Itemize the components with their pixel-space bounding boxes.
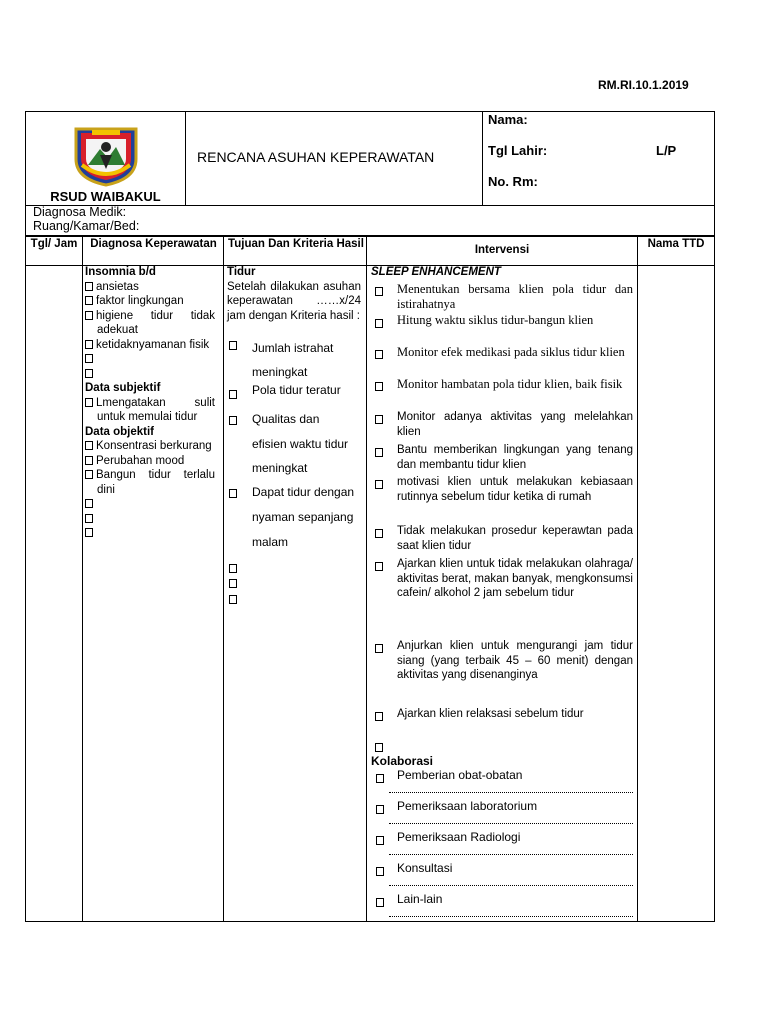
objektif-item <box>85 512 215 527</box>
tujuan-title: Tidur <box>227 266 256 278</box>
checkbox-icon[interactable] <box>376 865 387 880</box>
kolaborasi-item: Lain-lain <box>397 892 443 906</box>
checkbox-icon[interactable] <box>375 642 386 657</box>
subjektif-label: Data subjektif <box>85 382 161 394</box>
checkbox-icon[interactable] <box>85 514 93 523</box>
checkbox-icon[interactable] <box>85 470 93 479</box>
objektif-item: Bangun tidur terlalu dini <box>85 468 215 497</box>
care-plan-table <box>25 236 715 922</box>
tgl-lahir-label: Tgl Lahir: <box>488 143 548 158</box>
objektif-item: Perubahan mood <box>85 454 215 469</box>
objektif-item: Konsentrasi berkurang <box>85 439 215 454</box>
intervensi-item: Anjurkan klien untuk mengurangi jam tidur siang (yang terbaik 45 – 60 menit) dengan aktivitas yang disenanginya <box>397 640 633 681</box>
checkbox-icon[interactable] <box>375 348 386 363</box>
col-divider <box>637 237 638 921</box>
kolaborasi-item: Konsultasi <box>397 861 453 875</box>
hospital-name: RSUD WAIBAKUL <box>50 189 161 204</box>
checkbox-icon[interactable] <box>376 772 387 787</box>
goal-item: Pola tidur teratur <box>252 383 341 397</box>
checkbox-icon[interactable] <box>85 311 93 320</box>
col-divider <box>223 237 224 921</box>
checkbox-icon[interactable] <box>229 577 240 592</box>
dotted-line <box>389 916 633 917</box>
checkbox-icon[interactable] <box>375 560 386 575</box>
checkbox-icon[interactable] <box>229 339 240 354</box>
diagnosa-medik-row <box>25 206 715 236</box>
intervensi-item: motivasi klien untuk melakukan kebiasaan rutinnya sebelum tidur ketika di rumah <box>397 476 633 503</box>
logo-cell <box>26 112 186 205</box>
intervensi-item: Menentukan bersama klien pola tidur dan istirahatnya <box>397 282 633 311</box>
checkbox-icon[interactable] <box>85 398 93 407</box>
checkbox-icon[interactable] <box>229 414 240 429</box>
col-header-tujuan: Tujuan Dan Kriteria Hasil <box>228 238 364 250</box>
dotted-line <box>389 854 633 855</box>
nama-label: Nama: <box>488 112 528 127</box>
diagnosa-item: higiene tidur tidak adekuat <box>85 309 215 338</box>
col-divider <box>82 237 83 921</box>
dotted-line <box>389 885 633 886</box>
diagnosa-item <box>85 352 215 367</box>
checkbox-icon[interactable] <box>85 441 93 450</box>
title-cell <box>185 112 483 205</box>
intervensi-item: Bantu memberikan lingkungan yang tenang dan membantu tidur klien <box>397 444 633 471</box>
checkbox-icon[interactable] <box>375 413 386 428</box>
kolaborasi-item: Pemberian obat-obatan <box>397 768 523 782</box>
form-title: RENCANA ASUHAN KEPERAWATAN <box>197 149 435 165</box>
checkbox-icon[interactable] <box>375 478 386 493</box>
col-header-nama: Nama TTD <box>647 238 705 250</box>
kolaborasi-item: Pemeriksaan Radiologi <box>397 830 521 844</box>
checkbox-icon[interactable] <box>376 896 387 911</box>
diagnosa-item: ansietas <box>85 280 215 295</box>
intervensi-item: Monitor adanya aktivitas yang melelahkan klien <box>397 411 633 438</box>
checkbox-icon[interactable] <box>85 528 93 537</box>
diagnosa-item: faktor lingkungan <box>85 294 215 309</box>
checkbox-icon[interactable] <box>229 562 240 577</box>
intervensi-item: Ajarkan klien untuk tidak melakukan olahraga/ aktivitas berat, makan banyak, mengkonsumsi cafein/ alkohol 2 jam sebelum tidur <box>397 558 633 599</box>
checkbox-icon[interactable] <box>376 834 387 849</box>
checkbox-icon[interactable] <box>375 285 386 300</box>
dotted-line <box>389 823 633 824</box>
diagnosa-item: ketidaknyamanan fisik <box>85 338 215 353</box>
checkbox-icon[interactable] <box>85 282 93 291</box>
checkbox-icon[interactable] <box>375 527 386 542</box>
no-rm-label: No. Rm: <box>488 174 538 189</box>
diagnosa-item <box>85 367 215 382</box>
diagnosa-column <box>85 265 215 541</box>
lp-label: L/P <box>656 143 677 158</box>
checkbox-icon[interactable] <box>229 388 240 403</box>
objektif-label: Data objektif <box>85 425 155 438</box>
checkbox-icon[interactable] <box>229 487 240 502</box>
checkbox-icon[interactable] <box>85 369 93 378</box>
diagnosa-title: Insomnia b/d <box>85 266 156 278</box>
dotted-line <box>389 792 633 793</box>
intervensi-item: Monitor hambatan pola tidur klien, baik fisik <box>397 377 623 391</box>
tujuan-intro: Setelah dilakukan asuhan keperawatan ……x/24 jam dengan Kriteria hasil : <box>227 280 361 322</box>
checkbox-icon[interactable] <box>375 710 386 725</box>
checkbox-icon[interactable] <box>85 499 93 508</box>
objektif-item <box>85 526 215 541</box>
subjektif-item: Lmengatakan sulit untuk memulai tidur <box>85 396 215 425</box>
checkbox-icon[interactable] <box>375 380 386 395</box>
intervensi-section-title: SLEEP ENHANCEMENT <box>371 266 501 278</box>
patient-cell <box>483 112 715 205</box>
checkbox-icon[interactable] <box>229 593 240 608</box>
form-code: RM.RI.10.1.2019 <box>598 78 689 92</box>
checkbox-icon[interactable] <box>376 803 387 818</box>
goal-item: Qualitas dan efisien waktu tidur meningkat <box>252 412 349 475</box>
checkbox-icon[interactable] <box>85 340 93 349</box>
form-header <box>25 111 715 206</box>
intervensi-item: Monitor efek medikasi pada siklus tidur klien <box>397 345 625 359</box>
intervensi-item: Ajarkan klien relaksasi sebelum tidur <box>397 708 584 720</box>
checkbox-icon[interactable] <box>375 317 386 332</box>
goal-item: Jumlah istrahat meningkat <box>252 341 334 379</box>
objektif-item <box>85 497 215 512</box>
ruang-label: Ruang/Kamar/Bed: <box>33 219 140 233</box>
goal-item: Dapat tidur dengan nyaman sepanjang malam <box>252 485 355 549</box>
col-header-intervensi: Intervensi <box>474 244 530 256</box>
kolaborasi-item: Pemeriksaan laboratorium <box>397 799 538 813</box>
checkbox-icon[interactable] <box>85 354 93 363</box>
diagnosa-medik-label: Diagnosa Medik: <box>33 205 127 219</box>
col-header-diagnosa: Diagnosa Keperawatan <box>90 238 217 250</box>
hospital-logo-icon <box>70 125 142 187</box>
checkbox-icon[interactable] <box>375 446 386 461</box>
checkbox-icon[interactable] <box>85 456 93 465</box>
intervensi-column <box>371 265 635 920</box>
col-header-tgl: Tgl/ Jam <box>30 238 78 250</box>
intervensi-item: Hitung waktu siklus tidur-bangun klien <box>397 313 594 327</box>
tujuan-column <box>227 265 361 625</box>
checkbox-icon[interactable] <box>85 296 93 305</box>
kolaborasi-label: Kolaborasi <box>371 754 434 768</box>
col-divider <box>366 237 367 921</box>
intervensi-item: Tidak melakukan prosedur keperawtan pada saat klien tidur <box>397 525 633 552</box>
